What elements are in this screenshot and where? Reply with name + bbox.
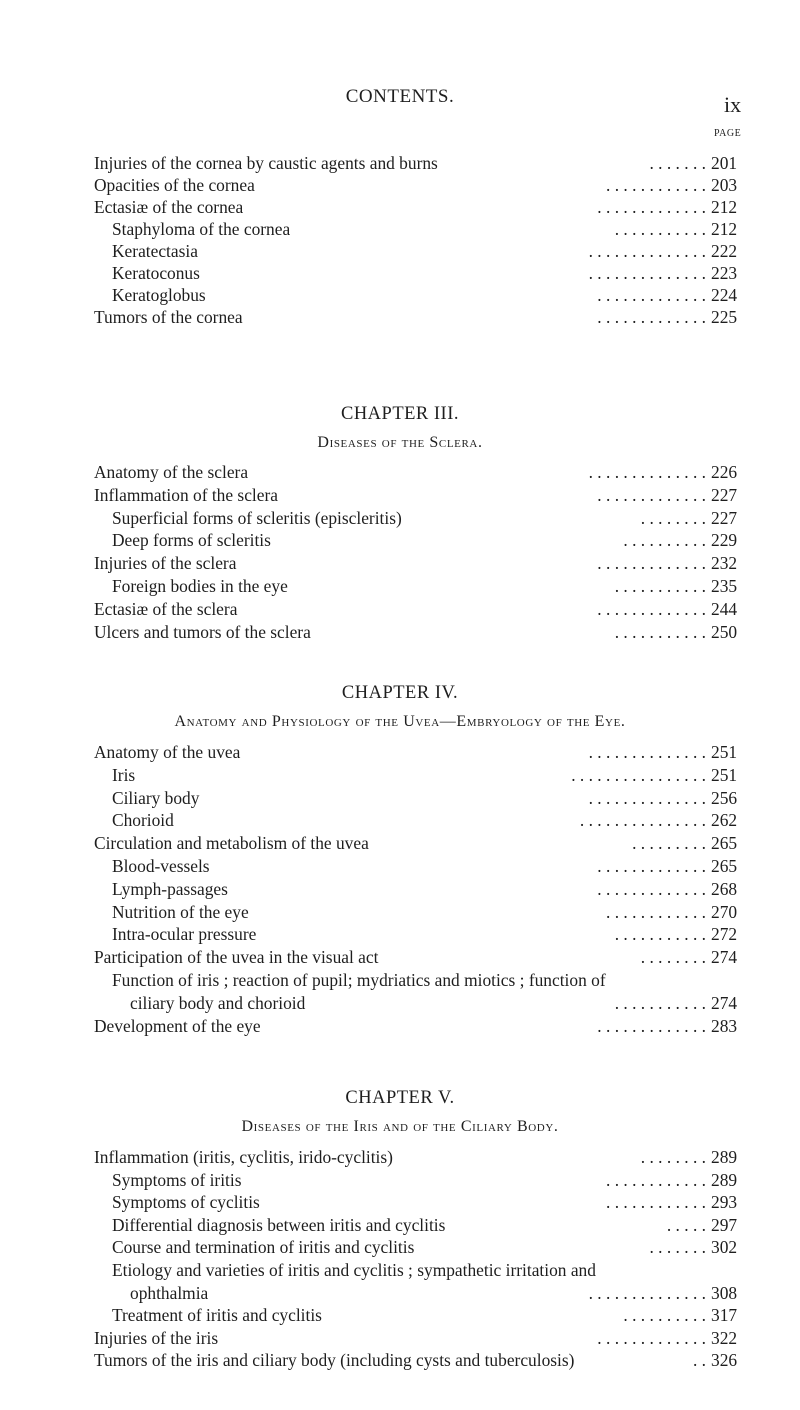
toc-entry xyxy=(0,598,800,620)
toc-entry-title: Ulcers and tumors of the sclera xyxy=(94,621,311,642)
toc-entry xyxy=(0,174,800,196)
dot-leader: . . . . . . . . . . . . . . xyxy=(588,787,706,808)
toc-entry-title: Anatomy of the sclera xyxy=(94,462,249,482)
toc-entry xyxy=(0,1327,800,1349)
toc-page-number: 251 xyxy=(711,764,738,785)
toc-page-number: 308 xyxy=(711,1282,738,1303)
chapter-subject: Diseases of the Sclera. xyxy=(317,434,483,451)
toc-page-number: 289 xyxy=(711,1169,738,1190)
toc-entry-title: Foreign bodies in the eye xyxy=(112,576,288,596)
dot-leader: . . . . . . . . . . . xyxy=(614,924,706,945)
dot-leader: . . . . . . . . . . . xyxy=(614,621,706,642)
toc-page-number: 326 xyxy=(711,1350,738,1371)
dot-leader: . . . . . . . . . . . . . xyxy=(597,598,706,619)
toc-entry xyxy=(0,262,800,284)
toc-entry-title: Superficial forms of scleritis (episcleritis) xyxy=(112,507,402,528)
toc-entry-title: Lymph-passages xyxy=(112,878,228,899)
toc-page-number: 223 xyxy=(711,263,738,283)
dot-leader: . . . . . . . . . . . . . . xyxy=(588,241,706,261)
dot-leader: . . . . . . . . . . . . . xyxy=(597,856,706,876)
toc-entry-title: Injuries of the sclera xyxy=(94,553,237,574)
toc-entry-title: Course and termination of iritis and cyclitis xyxy=(112,1237,415,1258)
toc-entry xyxy=(0,484,800,506)
toc-entry xyxy=(0,1259,800,1281)
toc-entry xyxy=(0,152,800,174)
toc-entry xyxy=(0,461,800,483)
toc-page-number: 317 xyxy=(711,1305,738,1326)
toc-page-number: 302 xyxy=(711,1237,738,1258)
dot-leader: . . . . . . . . . . . . . . xyxy=(588,263,706,283)
toc-page-number: 227 xyxy=(711,507,738,528)
toc-entry xyxy=(0,1146,800,1168)
toc-entry xyxy=(0,809,800,831)
toc-entry xyxy=(0,1304,800,1326)
chapter-heading: CHAPTER IV. xyxy=(341,683,459,703)
toc-entry-title: Tumors of the cornea xyxy=(94,307,243,327)
toc-entry-title: Nutrition of the eye xyxy=(112,901,249,922)
toc-page-number: 235 xyxy=(711,576,738,596)
toc-page-number: 274 xyxy=(711,947,738,968)
toc-entry-title: Tumors of the iris and ciliary body (including cysts and tuberculosis) xyxy=(94,1350,575,1371)
toc-entry xyxy=(0,992,800,1014)
toc-entry-title: Ciliary body xyxy=(112,787,200,808)
dot-leader: . . . . . . . . . . . . . xyxy=(597,307,706,327)
dot-leader: . . . . . . . . . . . xyxy=(614,219,706,239)
toc-entry xyxy=(0,787,800,809)
toc-entry-title: Circulation and metabolism of the uvea xyxy=(94,833,369,854)
dot-leader: . . . . . . . . . . . . . xyxy=(597,1327,706,1348)
toc-entry xyxy=(0,218,800,240)
running-head: CONTENTS. xyxy=(345,86,455,107)
chapter-heading: CHAPTER V. xyxy=(345,1088,455,1108)
toc-entry-title: Symptoms of cyclitis xyxy=(112,1192,260,1213)
toc-entry xyxy=(0,1282,800,1304)
toc-entry xyxy=(0,284,800,306)
dot-leader: . . . . . . . . . . . . . xyxy=(597,1015,706,1036)
toc-entry xyxy=(0,507,800,529)
toc-page-number: 251 xyxy=(711,742,738,762)
toc-entry xyxy=(0,878,800,900)
toc-page-number: 203 xyxy=(711,175,738,195)
toc-entry-title: Anatomy of the uvea xyxy=(94,742,241,762)
toc-entry-title: Blood-vessels xyxy=(112,856,210,876)
toc-page-number: 229 xyxy=(711,530,738,551)
toc-entry-title: Etiology and varieties of iritis and cyclitis ; sympathetic irritation and xyxy=(112,1260,596,1280)
toc-entry xyxy=(0,855,800,877)
toc-entry-title: Injuries of the cornea by caustic agents and burns xyxy=(94,153,438,173)
toc-page-number: 201 xyxy=(711,153,738,173)
dot-leader: . . . . . . . . . . . . xyxy=(606,1169,706,1190)
dot-leader: . . . . . . . . . . xyxy=(623,530,706,551)
dot-leader: . . . . . . . . . . . . . . xyxy=(588,1282,706,1303)
toc-entry-title: Symptoms of iritis xyxy=(112,1169,242,1190)
toc-entry xyxy=(0,621,800,643)
dot-leader: . . . . . . . . xyxy=(640,1147,706,1167)
toc-entry-title: Chorioid xyxy=(112,810,174,831)
toc-entry-title: Inflammation of the sclera xyxy=(94,484,278,505)
dot-leader: . . . . . . . . . . . xyxy=(614,576,706,596)
toc-page-number: 225 xyxy=(711,307,738,327)
toc-entry-title: ciliary body and chorioid xyxy=(130,992,306,1013)
toc-entry xyxy=(0,240,800,262)
dot-leader: . . . . . . . . . . . . xyxy=(606,901,706,922)
toc-page-number: 232 xyxy=(711,553,738,574)
toc-page-number: 272 xyxy=(711,924,738,945)
toc-entry xyxy=(0,529,800,551)
toc-page-number: 224 xyxy=(711,285,738,305)
toc-page-number: 256 xyxy=(711,787,738,808)
dot-leader: . . . . . . . . . . . . . xyxy=(597,197,706,217)
toc-entry xyxy=(0,1214,800,1236)
toc-page-number: 212 xyxy=(711,197,738,217)
toc-page-number: 227 xyxy=(711,484,738,505)
toc-entry-title: Opacities of the cornea xyxy=(94,175,255,195)
toc-entry-title: Inflammation (iritis, cyclitis, irido-cyclitis) xyxy=(94,1147,393,1167)
toc-entry-title: Keratectasia xyxy=(112,241,198,261)
toc-entry-title: Keratoconus xyxy=(112,263,200,283)
chapter-heading: CHAPTER III. xyxy=(340,404,460,424)
toc-entry xyxy=(0,969,800,991)
toc-page-number: 226 xyxy=(711,462,738,482)
toc-entry xyxy=(0,1236,800,1258)
toc-entry-title: Ectasiæ of the sclera xyxy=(94,598,238,619)
toc-page-number: 262 xyxy=(711,810,738,831)
toc-entry xyxy=(0,1015,800,1037)
toc-entry-title: Keratoglobus xyxy=(112,285,206,305)
toc-page-number: 283 xyxy=(711,1015,738,1036)
chapter-subject: Anatomy and Physiology of the Uvea—Embryology of the Eye. xyxy=(174,713,626,730)
toc-entry xyxy=(0,923,800,945)
toc-page-number: 265 xyxy=(711,833,738,854)
dot-leader: . . . . . . . xyxy=(649,1237,706,1258)
toc-page-number: 244 xyxy=(711,598,738,619)
dot-leader: . . . . . . . . . . . . . xyxy=(597,878,706,899)
toc-entry xyxy=(0,1349,800,1371)
toc-entry-title: Staphyloma of the cornea xyxy=(112,219,291,239)
toc-page-number: 222 xyxy=(711,241,738,261)
toc-entry xyxy=(0,764,800,786)
toc-entry xyxy=(0,832,800,854)
toc-page-number: 268 xyxy=(711,878,738,899)
toc-page-number: 212 xyxy=(711,219,738,239)
page-number: ix xyxy=(724,92,742,117)
dot-leader: . . . . . . . . xyxy=(640,507,706,528)
dot-leader: . . . . . xyxy=(666,1214,706,1235)
toc-entry-title: Treatment of iritis and cyclitis xyxy=(112,1305,322,1326)
toc-entry-title: ophthalmia xyxy=(130,1282,209,1303)
toc-page-number: 293 xyxy=(711,1192,738,1213)
dot-leader: . . . . . . . . . . . . . . xyxy=(588,462,706,482)
toc-entry-title: Iris xyxy=(112,764,136,785)
toc-entry-title: Ectasiæ of the cornea xyxy=(94,197,244,217)
toc-entry xyxy=(0,196,800,218)
dot-leader: . . . . . . . . xyxy=(640,947,706,968)
toc-page-number: 289 xyxy=(711,1147,738,1167)
dot-leader: . . . . . . . . . . . . xyxy=(606,1192,706,1213)
page-column-label: PAGE xyxy=(714,128,742,139)
dot-leader: . . . . . . . . . . . . . . . . xyxy=(571,764,706,785)
dot-leader: . . . . . . . . . . . . . . xyxy=(588,742,706,762)
dot-leader: . . . . . . . . . . . . xyxy=(606,175,706,195)
dot-leader: . . . . . . . xyxy=(649,153,706,173)
dot-leader: . . . . . . . . . . . . . xyxy=(597,484,706,505)
toc-entry xyxy=(0,946,800,968)
chapter-subject: Diseases of the Iris and of the Ciliary Body. xyxy=(241,1118,559,1135)
toc-entry xyxy=(0,1169,800,1191)
dot-leader: . . xyxy=(692,1350,706,1371)
toc-page-number: 265 xyxy=(711,856,738,876)
toc-entry xyxy=(0,306,800,328)
toc-entry-title: Function of iris ; reaction of pupil; mydriatics and miotics ; function of xyxy=(112,970,606,990)
dot-leader: . . . . . . . . . . . . . xyxy=(597,553,706,574)
dot-leader: . . . . . . . . . . . xyxy=(614,992,706,1013)
toc-entry xyxy=(0,901,800,923)
toc-entry xyxy=(0,1191,800,1213)
toc-entry-title: Injuries of the iris xyxy=(94,1327,219,1348)
toc-page-number: 297 xyxy=(711,1214,738,1235)
toc-page-number: 322 xyxy=(711,1327,738,1348)
toc-entry xyxy=(0,552,800,574)
dot-leader: . . . . . . . . . . xyxy=(623,1305,706,1326)
toc-page-number: 270 xyxy=(711,901,738,922)
dot-leader: . . . . . . . . . . . . . xyxy=(597,285,706,305)
toc-entry xyxy=(0,575,800,597)
toc-page-number: 250 xyxy=(711,621,738,642)
toc-entry-title: Intra-ocular pressure xyxy=(112,924,257,945)
toc-entry-title: Deep forms of scleritis xyxy=(112,530,271,551)
toc-entry xyxy=(0,741,800,763)
toc-entry-title: Differential diagnosis between iritis and cyclitis xyxy=(112,1214,446,1235)
dot-leader: . . . . . . . . . . . . . . . xyxy=(579,810,706,831)
dot-leader: . . . . . . . . . xyxy=(632,833,706,854)
toc-entry-title: Participation of the uvea in the visual act xyxy=(94,947,379,968)
toc-page-number: 274 xyxy=(711,992,738,1013)
toc-entry-title: Development of the eye xyxy=(94,1015,261,1036)
